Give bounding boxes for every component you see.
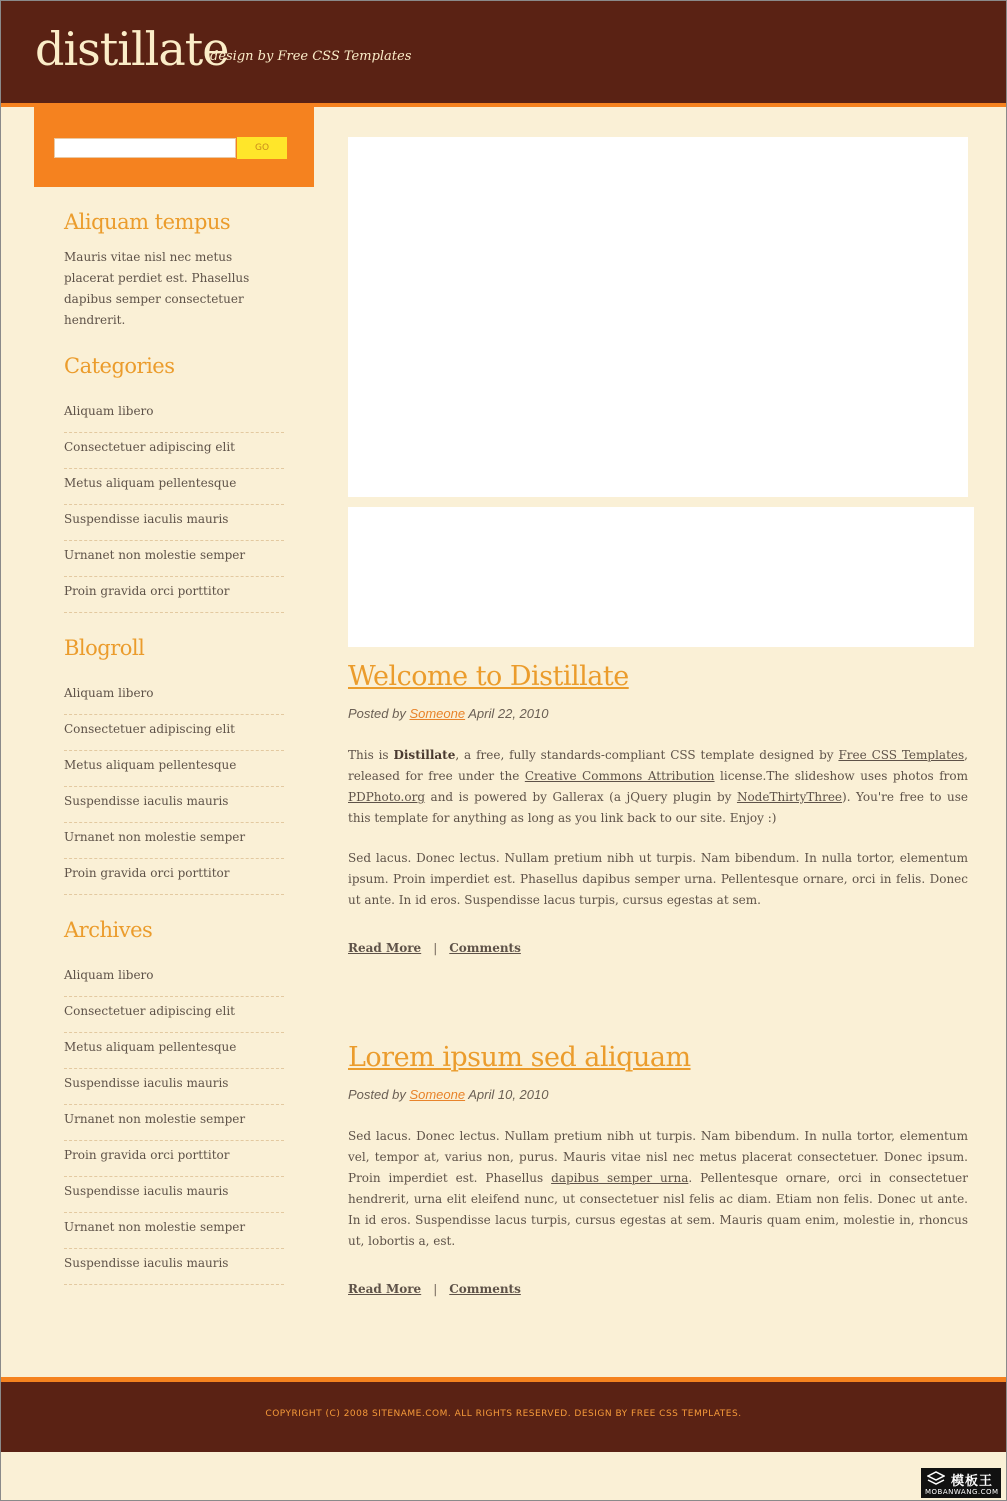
site-header [1,1,1006,107]
list-item [64,1213,284,1249]
link-separator: | [433,1282,438,1296]
text: Sed lacus. Donec lectus. Nullam pretium nibh ut turpis. Nam bibendum. In nulla tortor, elementum vel, tempor at, varius non, purus. Mauris vitae nisl nec metus placerat consectetuer. Donec ipsum. Proin imperdiet est. Phasellus [348,1129,968,1185]
category-link[interactable]: Suspendisse iaculis mauris [64,512,229,526]
list-item [64,859,284,895]
list-item [64,1141,284,1177]
list-item [64,679,284,715]
text: , released for free under the [348,748,968,783]
pdphoto-link[interactable]: PDPhoto.org [348,790,426,804]
watermark-cn-text: 模板王 [951,1474,994,1489]
post-title[interactable]: Welcome to Distillate [348,661,629,692]
archive-link[interactable]: Urnanet non molestie semper [64,1112,246,1126]
sidebar-blogroll-title: Blogroll [64,636,145,660]
blogroll-link[interactable]: Metus aliquam pellentesque [64,758,237,772]
post-author-link[interactable]: Someone [409,1087,466,1102]
category-link[interactable]: Proin gravida orci porttitor [64,584,230,598]
text: and is powered by Gallerax (a jQuery plugin by [425,790,737,804]
category-link[interactable]: Consectetuer adipiscing elit [64,440,235,454]
footer-copyright: COPYRIGHT (C) 2008 SITENAME.COM. ALL RIGHTS RESERVED. DESIGN BY FREE CSS TEMPLATES. [265,1409,742,1419]
post-title[interactable]: Lorem ipsum sed aliquam [348,1042,691,1073]
list-item [64,1033,284,1069]
archive-link[interactable]: Suspendisse iaculis mauris [64,1256,229,1270]
category-link[interactable]: Aliquam libero [64,404,154,418]
list-item [64,1177,284,1213]
comments-link[interactable]: Comments [449,941,521,955]
archive-link[interactable]: Consectetuer adipiscing elit [64,1004,235,1018]
list-item [64,961,284,997]
post-date: April 22, 2010 [468,706,549,721]
blogroll-link[interactable]: Aliquam libero [64,686,154,700]
post-meta-prefix: Posted by [348,1087,406,1102]
post-body [348,745,968,911]
post-paragraph: Sed lacus. Donec lectus. Nullam pretium nibh ut turpis. Nam bibendum. In nulla tortor, elementum ipsum. Proin imperdiet est. Phasellus dapibus semper urna. Pellentesque ornare, orci in felis. Donec ut ante. In id eros. Suspendisse lacus turpis, cursus egestas at sem. [348,851,968,907]
text: license.The slideshow uses photos from [714,769,968,783]
sidebar-archives-title: Archives [64,918,153,942]
archive-link[interactable]: Proin gravida orci porttitor [64,1148,230,1162]
blogroll-link[interactable]: Suspendisse iaculis mauris [64,794,229,808]
site-footer [1,1377,1006,1452]
sidebar-about-title: Aliquam tempus [64,210,231,234]
free-css-templates-link[interactable]: Free CSS Templates [838,748,965,762]
watermark-logo-icon [927,1471,945,1485]
read-more-link[interactable]: Read More [348,1282,422,1296]
list-item [64,541,284,577]
list-item [64,1105,284,1141]
nodethirtythree-link[interactable]: NodeThirtyThree [736,790,843,804]
slideshow-image [348,137,968,497]
search-panel [34,107,314,187]
sidebar-categories-title: Categories [64,354,175,378]
list-item [64,1069,284,1105]
list-item [64,823,284,859]
list-item [64,397,284,433]
post-body [348,1126,968,1252]
post-meta-prefix: Posted by [348,706,406,721]
list-item [64,997,284,1033]
post-paragraph [348,745,968,829]
post-links [348,1282,968,1296]
list-item [64,1249,284,1285]
category-link[interactable]: Urnanet non molestie semper [64,548,246,562]
read-more-link[interactable]: Read More [348,941,422,955]
archive-link[interactable]: Metus aliquam pellentesque [64,1040,237,1054]
list-item [64,751,284,787]
blogroll-list [64,679,284,895]
post-meta [348,1086,968,1104]
site-logo[interactable]: distillate [35,22,229,76]
slideshow-thumbnails [348,507,974,647]
list-item [64,469,284,505]
category-link[interactable]: Metus aliquam pellentesque [64,476,237,490]
bold-text: Distillate [393,748,456,762]
post-links [348,941,968,955]
post-date: April 10, 2010 [468,1087,549,1102]
text: This is [348,748,394,762]
sidebar-about-text: Mauris vitae nisl nec metus placerat perdiet est. Phasellus dapibus semper consectetuer hendrerit. [64,250,250,327]
archive-link[interactable]: Urnanet non molestie semper [64,1220,246,1234]
list-item [64,505,284,541]
post [348,657,968,955]
blogroll-link[interactable]: Proin gravida orci porttitor [64,866,230,880]
text: , a free, fully standards-compliant CSS template designed by [455,748,839,762]
archive-link[interactable]: Suspendisse iaculis mauris [64,1184,229,1198]
site-tagline: design by Free CSS Templates [210,49,412,64]
text: ). You're free to use this template for anything as long as you link back to our site. Enjoy :) [348,790,969,825]
list-item [64,577,284,613]
archive-link[interactable]: Suspendisse iaculis mauris [64,1076,229,1090]
categories-list [64,397,284,613]
text: . Pellentesque ornare, orci in consectetuer hendrerit, urna elit eleifend nunc, ut consectetuer nisl felis ac diam. Etiam non felis. Donec ut ante. In id eros. Suspendisse lacus turpis, cursus egestas at sem. Mauris quam enim, molestie in, rhoncus ut, lobortis a, est. [348,1171,969,1248]
post-author-link[interactable]: Someone [409,706,466,721]
post [348,1038,968,1296]
comments-link[interactable]: Comments [449,1282,521,1296]
blogroll-link[interactable]: Consectetuer adipiscing elit [64,722,235,736]
sidebar [64,205,284,1303]
archive-link[interactable]: Aliquam libero [64,968,154,982]
search-input[interactable] [54,138,236,158]
archives-list [64,961,284,1285]
watermark-en-text: MOBANWANG.COM [925,1488,999,1496]
blogroll-link[interactable]: Urnanet non molestie semper [64,830,246,844]
list-item [64,787,284,823]
post-meta [348,705,968,723]
creative-commons-link[interactable]: Creative Commons Attribution [524,769,715,783]
link-separator: | [433,941,438,955]
list-item [64,715,284,751]
search-go-button[interactable]: GO [237,137,287,159]
watermark-badge [921,1468,1001,1498]
list-item [64,433,284,469]
post-paragraph [348,1126,968,1252]
dapibus-link[interactable]: dapibus semper urna [551,1171,689,1185]
